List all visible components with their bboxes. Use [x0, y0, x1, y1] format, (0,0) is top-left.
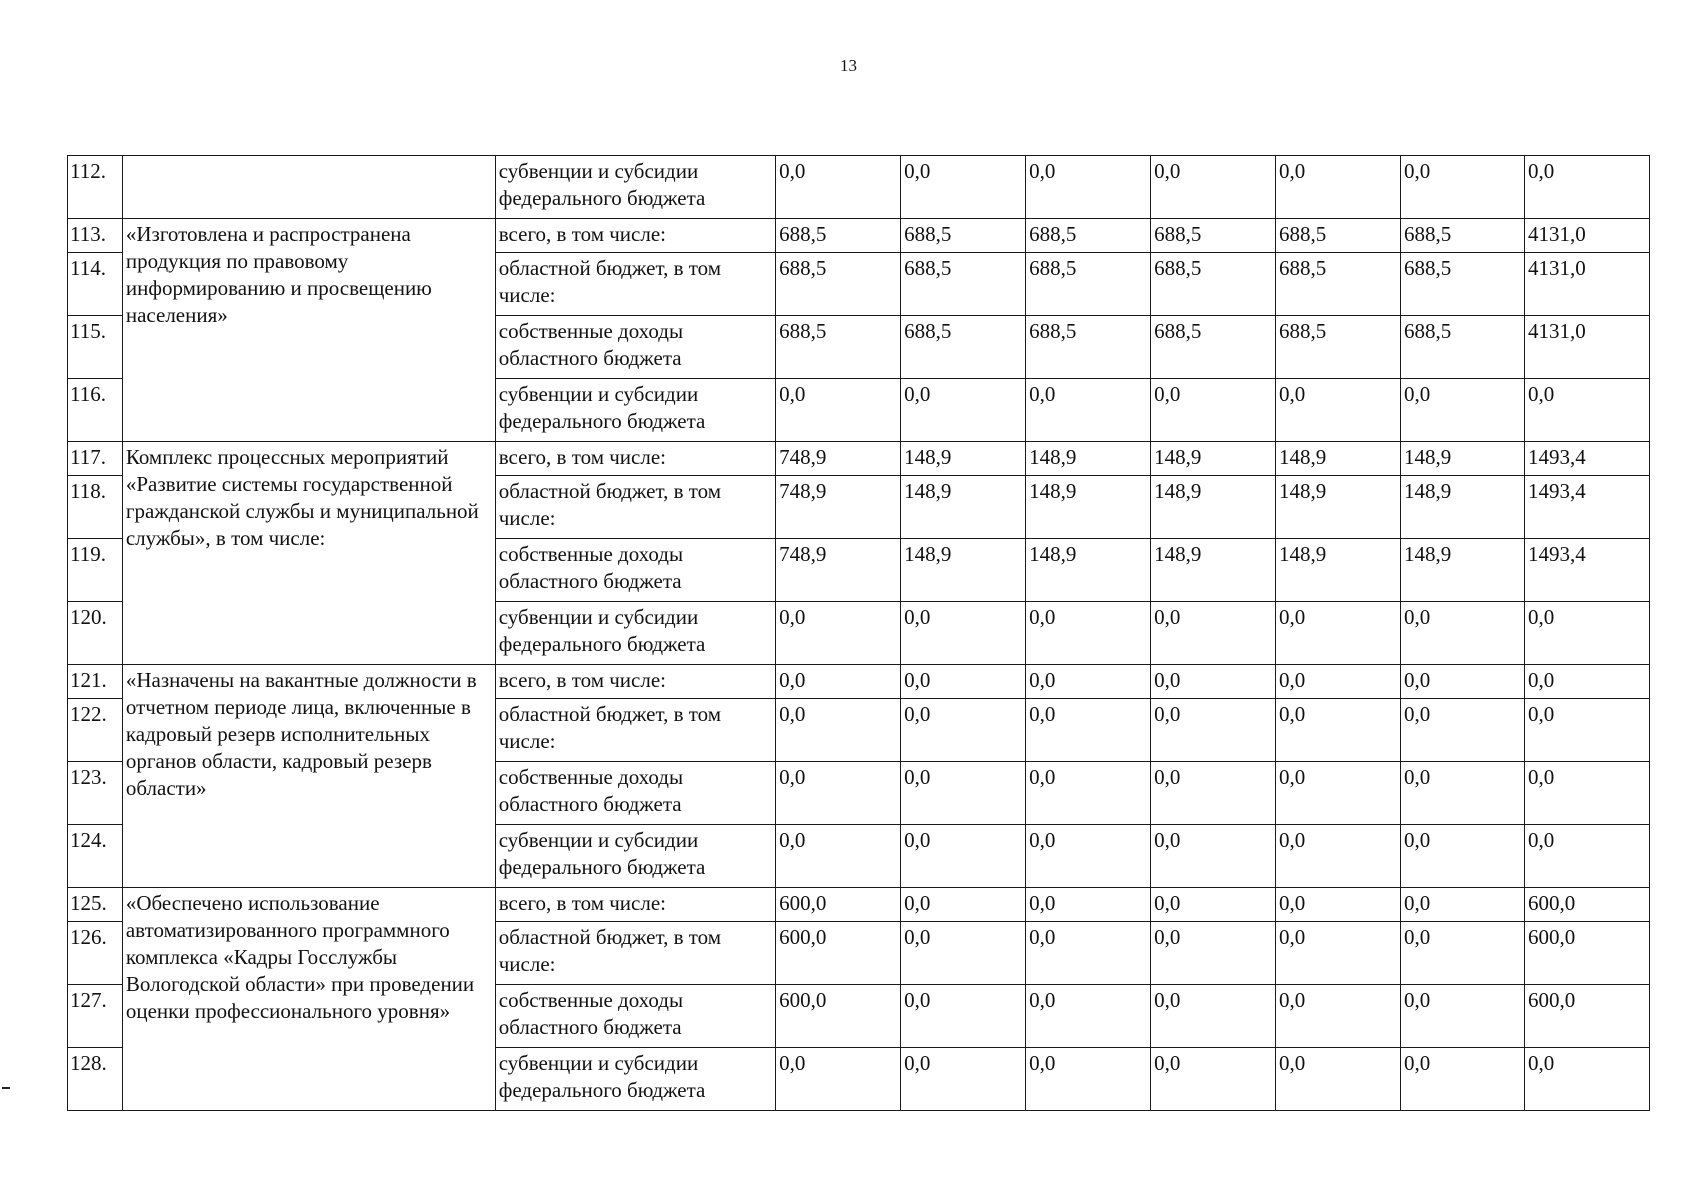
year-value-cell: 0,0 [901, 888, 1026, 922]
year-value-cell: 148,9 [1276, 539, 1401, 602]
year-value-cell: 688,5 [1276, 219, 1401, 253]
year-value-cell: 0,0 [1276, 888, 1401, 922]
year-value-cell: 0,0 [1276, 1048, 1401, 1111]
year-value-cell: 688,5 [776, 316, 901, 379]
funding-source: собственные доходы областного бюджета [495, 985, 775, 1048]
total-value-cell: 1493,4 [1524, 539, 1649, 602]
funding-source: собственные доходы областного бюджета [495, 539, 775, 602]
row-number: 114. [68, 253, 123, 316]
measure-description: «Обеспечено использование автоматизированного программного комплекса «Кадры Госслужбы Вологодской области» при проведении оценки профессионального уровня» [122, 888, 495, 1111]
year-value-cell: 148,9 [1276, 442, 1401, 476]
year-value-cell: 0,0 [776, 602, 901, 665]
table-row [68, 888, 1650, 922]
total-value-cell: 600,0 [1524, 922, 1649, 985]
year-value-cell: 688,5 [1151, 219, 1276, 253]
funding-source: всего, в том числе: [495, 219, 775, 253]
row-number: 119. [68, 539, 123, 602]
year-value-cell: 688,5 [901, 316, 1026, 379]
page-number: 13 [840, 56, 857, 75]
year-value-cell: 0,0 [1026, 985, 1151, 1048]
total-value-cell: 1493,4 [1524, 476, 1649, 539]
table-row [68, 219, 1650, 253]
year-value-cell: 0,0 [901, 602, 1026, 665]
year-value-cell: 148,9 [901, 539, 1026, 602]
year-value-cell: 0,0 [1151, 825, 1276, 888]
total-value-cell: 0,0 [1524, 699, 1649, 762]
table-row [68, 156, 1650, 219]
year-value-cell: 0,0 [901, 922, 1026, 985]
year-value-cell: 0,0 [776, 1048, 901, 1111]
year-value-cell: 0,0 [1151, 665, 1276, 699]
year-value-cell: 0,0 [1151, 602, 1276, 665]
row-number: 117. [68, 442, 123, 476]
year-value-cell: 148,9 [1401, 539, 1525, 602]
total-value-cell: 1493,4 [1524, 442, 1649, 476]
year-value-cell: 0,0 [776, 825, 901, 888]
row-number: 115. [68, 316, 123, 379]
row-number: 122. [68, 699, 123, 762]
year-value-cell: 0,0 [1026, 665, 1151, 699]
funding-source: областной бюджет, в том числе: [495, 922, 775, 985]
year-value-cell: 600,0 [776, 888, 901, 922]
total-value-cell: 4131,0 [1524, 253, 1649, 316]
year-value-cell: 0,0 [1026, 156, 1151, 219]
year-value-cell: 0,0 [1276, 825, 1401, 888]
year-value-cell: 688,5 [1026, 219, 1151, 253]
row-number: 112. [68, 156, 123, 219]
year-value-cell: 0,0 [1276, 762, 1401, 825]
year-value-cell: 0,0 [1276, 699, 1401, 762]
total-value-cell: 0,0 [1524, 602, 1649, 665]
year-value-cell: 0,0 [901, 379, 1026, 442]
year-value-cell: 0,0 [776, 379, 901, 442]
year-value-cell: 0,0 [901, 699, 1026, 762]
row-number: 126. [68, 922, 123, 985]
year-value-cell: 0,0 [1026, 888, 1151, 922]
year-value-cell: 0,0 [776, 762, 901, 825]
funding-source: субвенции и субсидии федерального бюджета [495, 379, 775, 442]
funding-source: областной бюджет, в том числе: [495, 476, 775, 539]
year-value-cell: 0,0 [1151, 379, 1276, 442]
year-value-cell: 0,0 [1401, 156, 1525, 219]
table-row [68, 665, 1650, 699]
measure-description: «Назначены на вакантные должности в отчетном периоде лица, включенные в кадровый резерв исполнительных органов области, кадровый резерв области» [122, 665, 495, 888]
year-value-cell: 748,9 [776, 539, 901, 602]
total-value-cell: 0,0 [1524, 762, 1649, 825]
year-value-cell: 0,0 [1276, 985, 1401, 1048]
year-value-cell: 0,0 [1276, 602, 1401, 665]
total-value-cell: 4131,0 [1524, 316, 1649, 379]
funding-source: субвенции и субсидии федерального бюджета [495, 825, 775, 888]
year-value-cell: 0,0 [1026, 825, 1151, 888]
margin-mark [2, 1087, 10, 1089]
row-number: 127. [68, 985, 123, 1048]
funding-source: собственные доходы областного бюджета [495, 762, 775, 825]
year-value-cell: 0,0 [1026, 379, 1151, 442]
year-value-cell: 688,5 [1401, 219, 1525, 253]
year-value-cell: 0,0 [776, 699, 901, 762]
year-value-cell: 688,5 [1401, 253, 1525, 316]
funding-source: всего, в том числе: [495, 888, 775, 922]
year-value-cell: 0,0 [1276, 156, 1401, 219]
year-value-cell: 0,0 [1401, 985, 1525, 1048]
year-value-cell: 0,0 [1401, 888, 1525, 922]
year-value-cell: 0,0 [1401, 665, 1525, 699]
row-number: 123. [68, 762, 123, 825]
year-value-cell: 148,9 [1151, 539, 1276, 602]
year-value-cell: 0,0 [1401, 699, 1525, 762]
year-value-cell: 0,0 [1276, 665, 1401, 699]
year-value-cell: 148,9 [1276, 476, 1401, 539]
year-value-cell: 688,5 [1276, 316, 1401, 379]
year-value-cell: 0,0 [1151, 985, 1276, 1048]
year-value-cell: 148,9 [1151, 476, 1276, 539]
year-value-cell: 0,0 [1026, 762, 1151, 825]
funding-source: областной бюджет, в том числе: [495, 699, 775, 762]
total-value-cell: 600,0 [1524, 888, 1649, 922]
year-value-cell: 148,9 [901, 476, 1026, 539]
year-value-cell: 0,0 [901, 665, 1026, 699]
year-value-cell: 0,0 [1026, 699, 1151, 762]
year-value-cell: 0,0 [1151, 922, 1276, 985]
year-value-cell: 0,0 [1026, 1048, 1151, 1111]
year-value-cell: 148,9 [1151, 442, 1276, 476]
year-value-cell: 148,9 [1026, 539, 1151, 602]
year-value-cell: 688,5 [1026, 253, 1151, 316]
total-value-cell: 0,0 [1524, 825, 1649, 888]
year-value-cell: 0,0 [1026, 602, 1151, 665]
year-value-cell: 0,0 [1151, 762, 1276, 825]
year-value-cell: 0,0 [901, 985, 1026, 1048]
total-value-cell: 600,0 [1524, 985, 1649, 1048]
row-number: 124. [68, 825, 123, 888]
year-value-cell: 688,5 [1151, 253, 1276, 316]
year-value-cell: 148,9 [1401, 476, 1525, 539]
year-value-cell: 0,0 [1401, 922, 1525, 985]
year-value-cell: 688,5 [1276, 253, 1401, 316]
total-value-cell: 0,0 [1524, 156, 1649, 219]
year-value-cell: 688,5 [776, 219, 901, 253]
year-value-cell: 0,0 [1151, 156, 1276, 219]
funding-source: всего, в том числе: [495, 442, 775, 476]
year-value-cell: 0,0 [1151, 888, 1276, 922]
year-value-cell: 0,0 [901, 825, 1026, 888]
measure-description [122, 156, 495, 219]
year-value-cell: 148,9 [901, 442, 1026, 476]
year-value-cell: 688,5 [1401, 316, 1525, 379]
year-value-cell: 688,5 [901, 219, 1026, 253]
row-number: 118. [68, 476, 123, 539]
row-number: 116. [68, 379, 123, 442]
funding-source: субвенции и субсидии федерального бюджета [495, 1048, 775, 1111]
row-number: 128. [68, 1048, 123, 1111]
funding-source: субвенции и субсидии федерального бюджета [495, 156, 775, 219]
year-value-cell: 600,0 [776, 922, 901, 985]
row-number: 120. [68, 602, 123, 665]
year-value-cell: 148,9 [1401, 442, 1525, 476]
total-value-cell: 0,0 [1524, 665, 1649, 699]
total-value-cell: 0,0 [1524, 1048, 1649, 1111]
year-value-cell: 0,0 [1276, 922, 1401, 985]
budget-table [67, 155, 1650, 1111]
year-value-cell: 0,0 [1026, 922, 1151, 985]
year-value-cell: 688,5 [901, 253, 1026, 316]
total-value-cell: 0,0 [1524, 379, 1649, 442]
year-value-cell: 600,0 [776, 985, 901, 1048]
year-value-cell: 0,0 [1401, 602, 1525, 665]
year-value-cell: 0,0 [1401, 1048, 1525, 1111]
year-value-cell: 0,0 [901, 1048, 1026, 1111]
funding-source: собственные доходы областного бюджета [495, 316, 775, 379]
measure-description: «Изготовлена и распространена продукция по правовому информированию и просвещению населения» [122, 219, 495, 442]
year-value-cell: 748,9 [776, 476, 901, 539]
year-value-cell: 0,0 [1276, 379, 1401, 442]
year-value-cell: 688,5 [1151, 316, 1276, 379]
year-value-cell: 0,0 [1151, 699, 1276, 762]
year-value-cell: 688,5 [1026, 316, 1151, 379]
year-value-cell: 688,5 [776, 253, 901, 316]
funding-source: всего, в том числе: [495, 665, 775, 699]
year-value-cell: 0,0 [776, 665, 901, 699]
funding-source: субвенции и субсидии федерального бюджета [495, 602, 775, 665]
year-value-cell: 748,9 [776, 442, 901, 476]
row-number: 121. [68, 665, 123, 699]
row-number: 113. [68, 219, 123, 253]
year-value-cell: 0,0 [901, 762, 1026, 825]
year-value-cell: 0,0 [1151, 1048, 1276, 1111]
year-value-cell: 0,0 [776, 156, 901, 219]
year-value-cell: 148,9 [1026, 442, 1151, 476]
table-row [68, 442, 1650, 476]
year-value-cell: 0,0 [1401, 379, 1525, 442]
funding-source: областной бюджет, в том числе: [495, 253, 775, 316]
year-value-cell: 0,0 [1401, 825, 1525, 888]
year-value-cell: 0,0 [901, 156, 1026, 219]
measure-description: Комплекс процессных мероприятий «Развитие системы государственной гражданской службы и муниципальной службы», в том числе: [122, 442, 495, 665]
row-number: 125. [68, 888, 123, 922]
year-value-cell: 0,0 [1401, 762, 1525, 825]
total-value-cell: 4131,0 [1524, 219, 1649, 253]
year-value-cell: 148,9 [1026, 476, 1151, 539]
